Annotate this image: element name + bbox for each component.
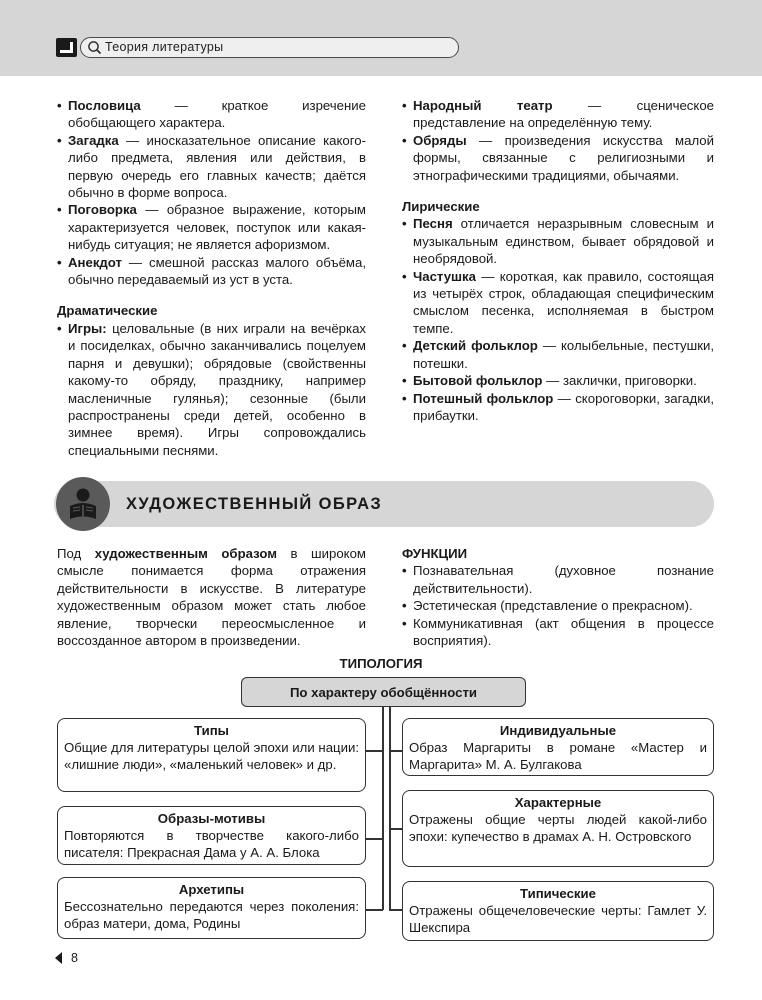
list-item: • Обряды — произведения искусства малой формы, связанные с религиозными и этнографическими традициями, обычаями. bbox=[402, 132, 714, 184]
connector-line bbox=[365, 909, 383, 911]
type-box-text: Образ Маргариты в романе «Мастер и Маргарита» М. А. Булгакова bbox=[409, 740, 707, 772]
list-item: • Поговорка — образное выражение, которым характеризуется человек, поступок или какая-нибудь ситуация; не является афоризмом. bbox=[57, 201, 366, 253]
type-box-text: Отражены общие черты людей какой-либо эпохи: купечество в драмах А. Н. Островского bbox=[409, 812, 707, 844]
type-box-title: Архетипы bbox=[178, 882, 245, 897]
page-left-arrow-icon bbox=[55, 952, 63, 964]
list-item: • Бытовой фольклор — заклички, приговорки. bbox=[402, 372, 714, 389]
search-icon bbox=[87, 40, 102, 55]
connector-line bbox=[365, 838, 383, 840]
connector-line bbox=[365, 750, 383, 752]
header-title: Теория литературы bbox=[105, 40, 224, 54]
list-item: • Народный театр — сценическое представление на определённую тему. bbox=[402, 97, 714, 132]
reader-icon bbox=[56, 477, 110, 531]
type-box-typical bbox=[402, 881, 714, 941]
type-box-text: Повторяются в творчестве какого-либо писателя: Прекрасная Дама у А. А. Блока bbox=[64, 828, 359, 860]
list-item: • Коммуникативная (акт общения в процессе восприятия). bbox=[402, 615, 714, 650]
type-box-text: Общие для литературы целой эпохи или нации: «лишние люди», «маленький человек» и др. bbox=[64, 740, 359, 772]
type-box-title: Типы bbox=[194, 723, 229, 738]
functions-heading: ФУНКЦИИ bbox=[402, 546, 468, 561]
left-column bbox=[57, 97, 366, 459]
list-item: • Познавательная (духовное познание действительности). bbox=[402, 562, 714, 597]
list-item: • Игры: целовальные (в них играли на вечёрках и посиделках, обычно заканчивались поцелуем парня и девушки); обрядовые (свойственны какому-то обряду, празднику, например масленичные гулянья); сезонные (были распространены среди детей, особенно в зимнее время). Игры сопровождались специальными песнями. bbox=[57, 320, 366, 459]
connector-line bbox=[389, 706, 391, 910]
list-item: • Песня отличается неразрывным словесным и музыкальным единством, бывает обрядовой и необрядовой. bbox=[402, 215, 714, 267]
connector-line bbox=[389, 909, 403, 911]
list-item: • Эстетическая (представление о прекрасном). bbox=[402, 597, 714, 614]
type-box-title: Образы-мотивы bbox=[157, 811, 266, 826]
type-box-title: Индивидуальные bbox=[499, 723, 617, 738]
lyric-heading: Лирические bbox=[402, 199, 480, 215]
definition-paragraph: Под художественным образом в широком смысле понимается форма отражения действительности в искусстве. В литературе художественным образом может стать любое явление, творчески переосмысленное и воссозданное автором в произведении. bbox=[57, 546, 366, 649]
list-item: • Частушка — короткая, как правило, состоящая из четырёх строк, обладающая специфическим смыслом песенка, исполняемая в быстром темпе. bbox=[402, 268, 714, 338]
right-column bbox=[402, 97, 714, 424]
page-number: 8 bbox=[71, 951, 78, 965]
type-box-archetypes bbox=[57, 877, 366, 939]
connector-line bbox=[389, 750, 403, 752]
type-box-text: Бессознательно передаются через поколения: образ матери, дома, Родины bbox=[64, 899, 359, 931]
functions-block bbox=[402, 545, 714, 649]
dramatic-heading: Драматические bbox=[57, 303, 158, 319]
type-box-individual bbox=[402, 718, 714, 776]
connector-line bbox=[382, 706, 384, 910]
connector-line bbox=[389, 828, 403, 830]
type-box-title: Типические bbox=[520, 886, 596, 901]
typology-root-box: По характеру обобщённости bbox=[241, 677, 526, 707]
type-box-characteristic bbox=[402, 790, 714, 867]
list-item: • Пословица — краткое изречение обобщающего характера. bbox=[57, 97, 366, 132]
type-box-types bbox=[57, 718, 366, 792]
type-box-motifs bbox=[57, 806, 366, 865]
list-item: • Детский фольклор — колыбельные, пестушки, потешки. bbox=[402, 337, 714, 372]
typology-heading: ТИПОЛОГИЯ bbox=[339, 656, 423, 671]
definition-term: художественным образом bbox=[94, 546, 277, 561]
type-box-text: Отражены общечеловеческие черты: Гамлет У. Шекспира bbox=[409, 903, 707, 935]
type-box-title: Характерные bbox=[514, 795, 602, 810]
list-item: • Потешный фольклор — скороговорки, загадки, прибаутки. bbox=[402, 390, 714, 425]
header-title-bar bbox=[80, 37, 459, 58]
list-item: • Анекдот — смешной рассказ малого объёма, обычно передаваемый из уст в уста. bbox=[57, 254, 366, 289]
section-title: ХУДОЖЕСТВЕННЫЙ ОБРАЗ bbox=[126, 495, 383, 513]
list-item: • Загадка — иносказательное описание какого-либо предмета, явления или действия, в первую очередь его главных качеств; даётся обычно в форме вопроса. bbox=[57, 132, 366, 202]
book-logo-icon bbox=[56, 38, 77, 57]
